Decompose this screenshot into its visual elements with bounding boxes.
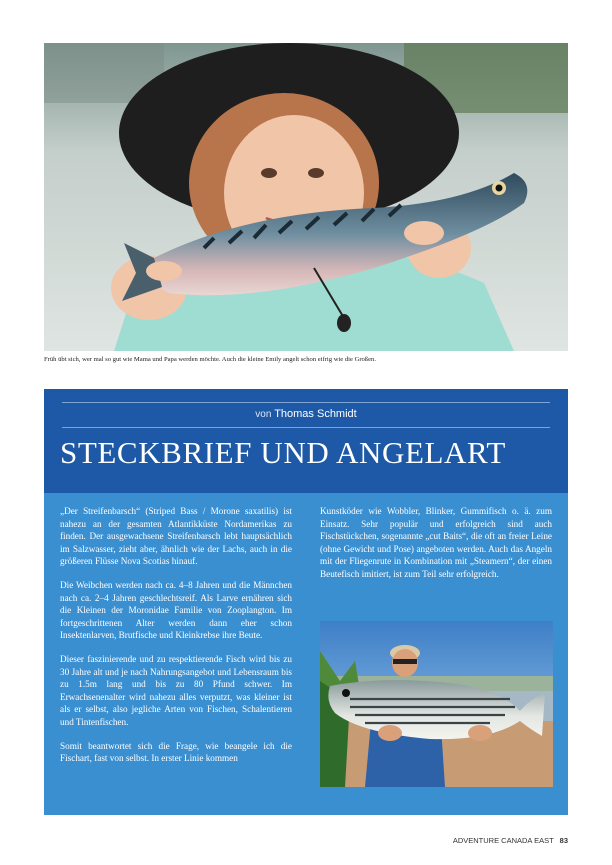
byline-author: Thomas Schmidt [274,408,357,420]
hero-photo-illustration [44,43,568,351]
paragraph: Somit beantwortet sich die Frage, wie beangele ich die Fischart, fast von selbst. In erster Linie kommen [60,740,292,764]
paragraph: Die Weibchen werden nach ca. 4–8 Jahren und die Männchen nach ca. 2–4 Jahren geschlechtsreif. Als Larve ernähren sich die Kleinen der Moronidae Familie von Zooplangton. Im fortgeschrittenen Alter werden dann eher schon Insektenlarven, Brutfische und Kleinkrebse ihre Beute. [60,579,292,641]
page-footer [453,836,568,845]
byline-prefix: von [255,409,272,420]
page-number: 83 [559,836,568,845]
header-rule-top [62,402,550,403]
article-body [44,493,568,815]
byline [44,408,568,420]
paragraph: Kunstköder wie Wobbler, Blinker, Gummifisch o. ä. zum Einsatz. Sehr populär und erfolgreich sind auch Fischstückchen, sogenannte „cut Baits“, die oft an freier Leine (ohne Gewicht und Pose) angeboten werden. Auch das Angeln mit der Fliegenrute in Kombination mit „Steamern“, der einen Beutefisch imitiert, ist zum Teil sehr erfolgreich. [320,506,552,579]
body-column-left [60,505,292,776]
magazine-name: ADVENTURE CANADA EAST [452,836,554,845]
header-rule-bottom [62,427,550,428]
paragraph: „Der Streifenbarsch“ (Striped Bass / Morone saxatilis) ist nahezu an der gesamten Atlantikküste Nordamerikas zu finden. Der ausgewachsene Streifenbarsch lebt hauptsächlich im Salzwasser, zieht aber, ähnlich wie der Lachs, auch in die größeren Flüsse Nova Scotias hinauf. [60,506,292,567]
inset-photo [320,621,553,787]
paragraph: Dieser faszinierende und zu respektierende Fisch wird bis zu 30 Jahre alt und je nach Nahrungsangebot und Lebensraum bis zu 1.5m lang und bis zu 80 Pfund schwer. Im Erwachsenenalter wird nahezu alles verputzt, was kleiner ist als er selbst, also jegliche Arten von Fischen, Schalentieren und Tintenfischen. [60,653,292,727]
hero-photo [44,43,568,351]
article-title: STECKBRIEF UND ANGELART [60,435,506,470]
body-column-right [320,505,552,592]
inset-photo-illustration [320,621,553,787]
article-header [44,389,568,493]
hero-photo-caption: Früh übt sich, wer mal so gut wie Mama und Papa werden möchte. Auch die kleine Emily angelt schon eifrig wie die Großen. [44,356,376,363]
